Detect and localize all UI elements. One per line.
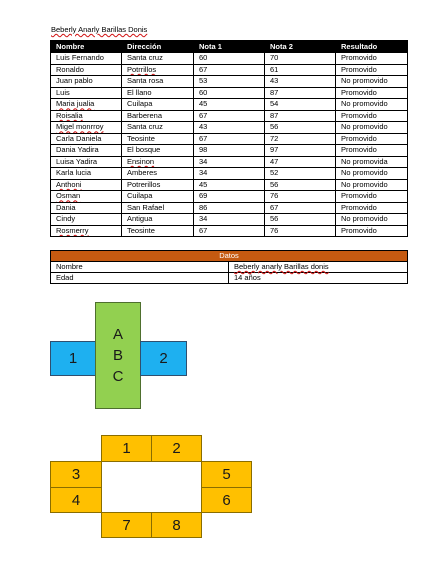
cell-nombre: Luisa Yadira [51, 156, 122, 168]
table-row [51, 214, 408, 226]
cell-nota1: 69 [194, 191, 265, 203]
frame-right-box [201, 487, 252, 513]
frame-label: 5 [222, 466, 231, 483]
cell-nombre: Maria jualia [51, 99, 122, 111]
cell-nota1: 34 [194, 156, 265, 168]
grades-table [50, 40, 408, 237]
cell-resultado: Promovido [336, 225, 408, 237]
cell-resultado: Promovido [336, 64, 408, 76]
table-row [51, 179, 408, 191]
cell-direccion: Potrerillos [122, 179, 194, 191]
datos-table [50, 250, 408, 284]
cell-resultado: Promovido [336, 145, 408, 157]
cell-resultado: No promovido [336, 76, 408, 88]
datos-header: Datos [51, 251, 408, 262]
frame-label: 7 [122, 516, 131, 534]
cell-nombre: Ronaldo [51, 64, 122, 76]
cell-nombre: Cindy [51, 214, 122, 226]
cell-resultado: No promovido [336, 168, 408, 180]
cell-direccion: Cuilapa [122, 99, 194, 111]
frame-label: 1 [122, 440, 131, 457]
cell-direccion: Amberes [122, 168, 194, 180]
document-title: Beberly Anarly Barillas Donis [51, 25, 148, 34]
cell-nota1: 45 [194, 99, 265, 111]
cell-nombre: Roisalia [51, 110, 122, 122]
frame-right-box [201, 461, 252, 488]
cell-direccion: Ensinon [122, 156, 194, 168]
cross-center-box [95, 302, 141, 409]
cell-resultado: Promovido [336, 53, 408, 65]
cell-nombre: Luis Fernando [51, 53, 122, 65]
cell-direccion: Santa cruz [122, 53, 194, 65]
datos-row [51, 262, 408, 273]
datos-label: Nombre [51, 262, 229, 273]
cell-direccion: El bosque [122, 145, 194, 157]
table-row [51, 87, 408, 99]
cell-direccion: Antigua [122, 214, 194, 226]
cell-resultado: Promovido [336, 87, 408, 99]
cell-nota2: 76 [265, 225, 336, 237]
frame-bottom-box [151, 512, 202, 538]
table-row [51, 99, 408, 111]
table-row [51, 53, 408, 65]
frame-label: 6 [222, 491, 231, 509]
cell-resultado: No promovida [336, 156, 408, 168]
cell-nota1: 34 [194, 168, 265, 180]
table-row [51, 225, 408, 237]
table-row [51, 202, 408, 214]
cell-nombre: Dania [51, 202, 122, 214]
datos-value: Beberly anarly Barillas donis [229, 262, 408, 273]
cell-resultado: Promovido [336, 110, 408, 122]
table-row [51, 191, 408, 203]
cell-nota2: 72 [265, 133, 336, 145]
cross-left-label: 1 [68, 350, 78, 367]
cross-left-box [50, 341, 96, 376]
cross-center-letter: A [112, 326, 123, 343]
cell-resultado: No promovido [336, 99, 408, 111]
frame-label: 2 [172, 440, 181, 457]
table-row [51, 168, 408, 180]
cell-nombre: Anthoni [51, 179, 122, 191]
cell-direccion: Santa rosa [122, 76, 194, 88]
cell-direccion: Santa cruz [122, 122, 194, 134]
frame-left-box [50, 461, 102, 488]
cell-nombre: Karla lucia [51, 168, 122, 180]
cell-nota2: 70 [265, 53, 336, 65]
cell-nombre: Rosmerry [51, 225, 122, 237]
datos-row [51, 273, 408, 284]
cell-nota1: 67 [194, 225, 265, 237]
grades-header-row [51, 41, 408, 53]
cell-nota2: 52 [265, 168, 336, 180]
table-row [51, 122, 408, 134]
cell-nota2: 61 [265, 64, 336, 76]
column-header-resultado: Resultado [336, 41, 408, 53]
cell-nota1: 67 [194, 110, 265, 122]
cell-nota2: 56 [265, 122, 336, 134]
cell-nombre: Luis [51, 87, 122, 99]
frame-label: 4 [71, 491, 81, 509]
datos-header-row [51, 251, 408, 262]
cell-nota1: 86 [194, 202, 265, 214]
cell-nota1: 67 [194, 64, 265, 76]
cell-direccion: Potrrillos [122, 64, 194, 76]
cross-right-label: 2 [159, 350, 168, 367]
cross-right-box [140, 341, 187, 376]
cell-nota2: 87 [265, 110, 336, 122]
cell-resultado: Promovido [336, 191, 408, 203]
cell-direccion: Teosinte [122, 225, 194, 237]
cell-nota2: 56 [265, 214, 336, 226]
cell-nota2: 56 [265, 179, 336, 191]
cell-resultado: Promovido [336, 202, 408, 214]
cell-nota1: 60 [194, 53, 265, 65]
cell-nombre: Dania Yadira [51, 145, 122, 157]
cell-resultado: No promovido [336, 214, 408, 226]
table-row [51, 76, 408, 88]
cell-direccion: El llano [122, 87, 194, 99]
cell-resultado: No promovido [336, 122, 408, 134]
frame-bottom-box [101, 512, 152, 538]
table-row [51, 145, 408, 157]
cell-nota2: 97 [265, 145, 336, 157]
cell-nota1: 60 [194, 87, 265, 99]
frame-top-box [151, 435, 202, 462]
table-row [51, 64, 408, 76]
column-header-direccion: Dirección [122, 41, 194, 53]
cell-nota2: 54 [265, 99, 336, 111]
table-row [51, 110, 408, 122]
cell-resultado: Promovido [336, 133, 408, 145]
cell-nota2: 76 [265, 191, 336, 203]
cell-direccion: Cuilapa [122, 191, 194, 203]
frame-label: 8 [172, 516, 181, 534]
column-header-nombre: Nombre [51, 41, 122, 53]
cell-nombre: Migel monrroy [51, 122, 122, 134]
frame-top-box [101, 435, 152, 462]
cell-direccion: Barberena [122, 110, 194, 122]
cell-nota1: 98 [194, 145, 265, 157]
datos-label: Edad [51, 273, 229, 284]
column-header-nota2: Nota 2 [265, 41, 336, 53]
cell-nota1: 43 [194, 122, 265, 134]
cell-nota2: 67 [265, 202, 336, 214]
cell-nombre: Osman [51, 191, 122, 203]
cross-center-letter: B [112, 347, 123, 364]
cross-center-letter: C [112, 368, 124, 385]
cell-nota1: 34 [194, 214, 265, 226]
cell-nota2: 87 [265, 87, 336, 99]
cell-nombre: Juan pablo [51, 76, 122, 88]
cell-nota1: 45 [194, 179, 265, 191]
datos-value: 14 años [229, 273, 408, 284]
cell-nota1: 53 [194, 76, 265, 88]
cell-nota2: 43 [265, 76, 336, 88]
frame-label: 3 [71, 466, 81, 483]
column-header-nota1: Nota 1 [194, 41, 265, 53]
table-row [51, 133, 408, 145]
frame-left-box [50, 487, 102, 513]
cell-resultado: No promovido [336, 179, 408, 191]
cell-nota2: 47 [265, 156, 336, 168]
cell-nota1: 67 [194, 133, 265, 145]
cell-direccion: San Rafael [122, 202, 194, 214]
cell-direccion: Teosinte [122, 133, 194, 145]
table-row [51, 156, 408, 168]
cell-nombre: Carla Daniela [51, 133, 122, 145]
